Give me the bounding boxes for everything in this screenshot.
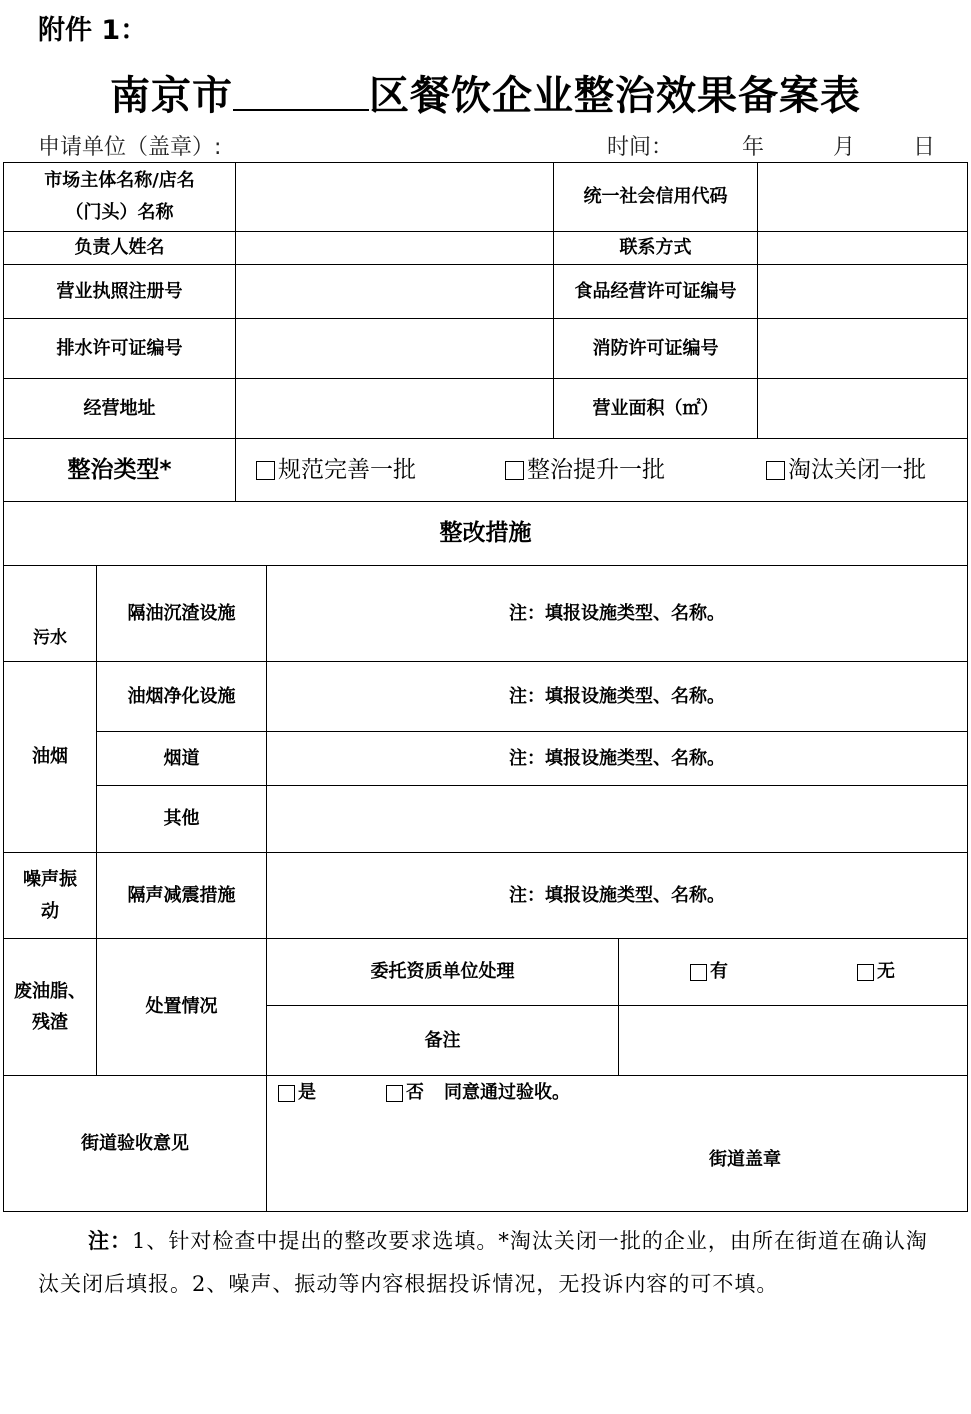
remark-field[interactable]: [619, 1006, 967, 1075]
area-label: 营业面积（㎡）: [592, 397, 719, 419]
entrusted-label: 委托资质单位处理: [370, 961, 515, 983]
grease-trap-label: 隔油沉渣设施: [127, 602, 236, 624]
market-name-field[interactable]: [236, 163, 553, 231]
measures-header: 整改措施: [439, 520, 532, 547]
entrusted-yes-text: 有: [710, 961, 728, 983]
manager-name-field[interactable]: [236, 232, 553, 264]
other-label: 其他: [163, 808, 200, 830]
contact-label: 联系方式: [619, 237, 692, 259]
noise-label: [4, 853, 96, 938]
food-license-field[interactable]: [758, 265, 967, 318]
waste-line1: 废油脂、: [14, 980, 86, 1002]
acceptance-yes-text: 是: [298, 1082, 316, 1104]
fire-license-label: 消防许可证编号: [592, 337, 719, 359]
rectify-option-standardize[interactable]: [256, 439, 446, 501]
fume-label: 油烟: [32, 746, 68, 768]
title-suffix: 区餐饮企业整治效果备案表: [369, 72, 861, 119]
address-label: 经营地址: [83, 397, 156, 419]
flue-label: 烟道: [163, 747, 200, 769]
fire-license-field[interactable]: [758, 319, 967, 378]
entrusted-no-text: 无: [877, 961, 895, 983]
checkbox-icon: [766, 461, 785, 480]
title-prefix: 南京市: [110, 72, 233, 119]
credit-code-label: 统一社会信用代码: [583, 186, 728, 208]
other-field[interactable]: [267, 786, 967, 852]
acceptance-label: 街道验收意见: [81, 1132, 189, 1154]
manager-name-label: 负责人姓名: [74, 237, 165, 259]
credit-code-field[interactable]: [758, 163, 967, 231]
grease-trap-note[interactable]: 注：填报设施类型、名称。: [509, 602, 725, 624]
acceptance-no-checkbox[interactable]: [386, 1078, 436, 1108]
street-seal-label: 街道盖章: [709, 1149, 781, 1171]
checkbox-icon: [386, 1085, 403, 1102]
drainage-license-label: 排水许可证编号: [56, 337, 183, 359]
flue-note[interactable]: 注：填报设施类型、名称。: [509, 747, 725, 769]
fume-purifier-label: 油烟净化设施: [127, 685, 236, 707]
business-license-field[interactable]: [236, 265, 553, 318]
day-label: 日: [913, 135, 936, 160]
rectify-option3-text: 淘汰关闭一批: [788, 456, 926, 483]
address-field[interactable]: [236, 379, 553, 438]
district-blank: [233, 73, 369, 111]
sound-insulation-label: 隔声减震措施: [127, 884, 236, 906]
checkbox-icon: [256, 461, 275, 480]
business-license-label: 营业执照注册号: [56, 280, 183, 302]
market-name-line1: 市场主体名称/店名: [44, 169, 195, 191]
acceptance-agree-text: 同意通过验收。: [444, 1082, 570, 1104]
waste-oil-label: [4, 939, 96, 1075]
rectify-option-close[interactable]: [766, 439, 966, 501]
time-label: 时间：: [607, 135, 674, 160]
footnote-text: 1、针对检查中提出的整改要求选填。*淘汰关闭一批的企业，由所在街道在确认淘汰关闭后填报。2、噪声、振动等内容根据投诉情况，无投诉内容的可不填。: [38, 1229, 928, 1296]
entrusted-no-checkbox[interactable]: [857, 939, 917, 1005]
contact-field[interactable]: [758, 232, 967, 264]
acceptance-yes-checkbox[interactable]: [278, 1078, 348, 1108]
market-name-line2: （门头）名称: [65, 202, 174, 223]
attachment-label: 附件 1：: [38, 15, 148, 46]
drainage-license-field[interactable]: [236, 319, 553, 378]
sound-insulation-note[interactable]: 注：填报设施类型、名称。: [509, 884, 725, 906]
month-label: 月: [833, 135, 856, 160]
acceptance-no-text: 否: [406, 1082, 424, 1104]
rectify-option-upgrade[interactable]: [505, 439, 705, 501]
market-name-label: [4, 163, 235, 231]
checkbox-icon: [278, 1085, 295, 1102]
food-license-label: 食品经营许可证编号: [574, 280, 737, 302]
footnote: [38, 1220, 938, 1306]
applicant-label: 申请单位（盖章）:: [38, 135, 222, 160]
checkbox-icon: [505, 461, 524, 480]
checkbox-icon: [690, 964, 707, 981]
sewage-label: 污水: [33, 628, 67, 649]
page-title: [0, 64, 971, 121]
footnote-label: 注：: [88, 1229, 132, 1253]
rectify-option1-text: 规范完善一批: [278, 456, 416, 483]
rectify-option2-text: 整治提升一批: [527, 456, 665, 483]
year-label: 年: [742, 135, 765, 160]
noise-line1: 噪声振: [23, 869, 77, 890]
area-field[interactable]: [758, 379, 967, 438]
checkbox-icon: [857, 964, 874, 981]
entrusted-yes-checkbox[interactable]: [690, 939, 750, 1005]
disposal-label: 处置情况: [145, 996, 218, 1018]
remark-label: 备注: [424, 1029, 461, 1051]
rectify-type-label: 整治类型*: [67, 456, 172, 483]
waste-line2: 残渣: [32, 1012, 68, 1033]
noise-line2: 动: [41, 900, 59, 922]
fume-purifier-note[interactable]: 注：填报设施类型、名称。: [509, 685, 725, 707]
